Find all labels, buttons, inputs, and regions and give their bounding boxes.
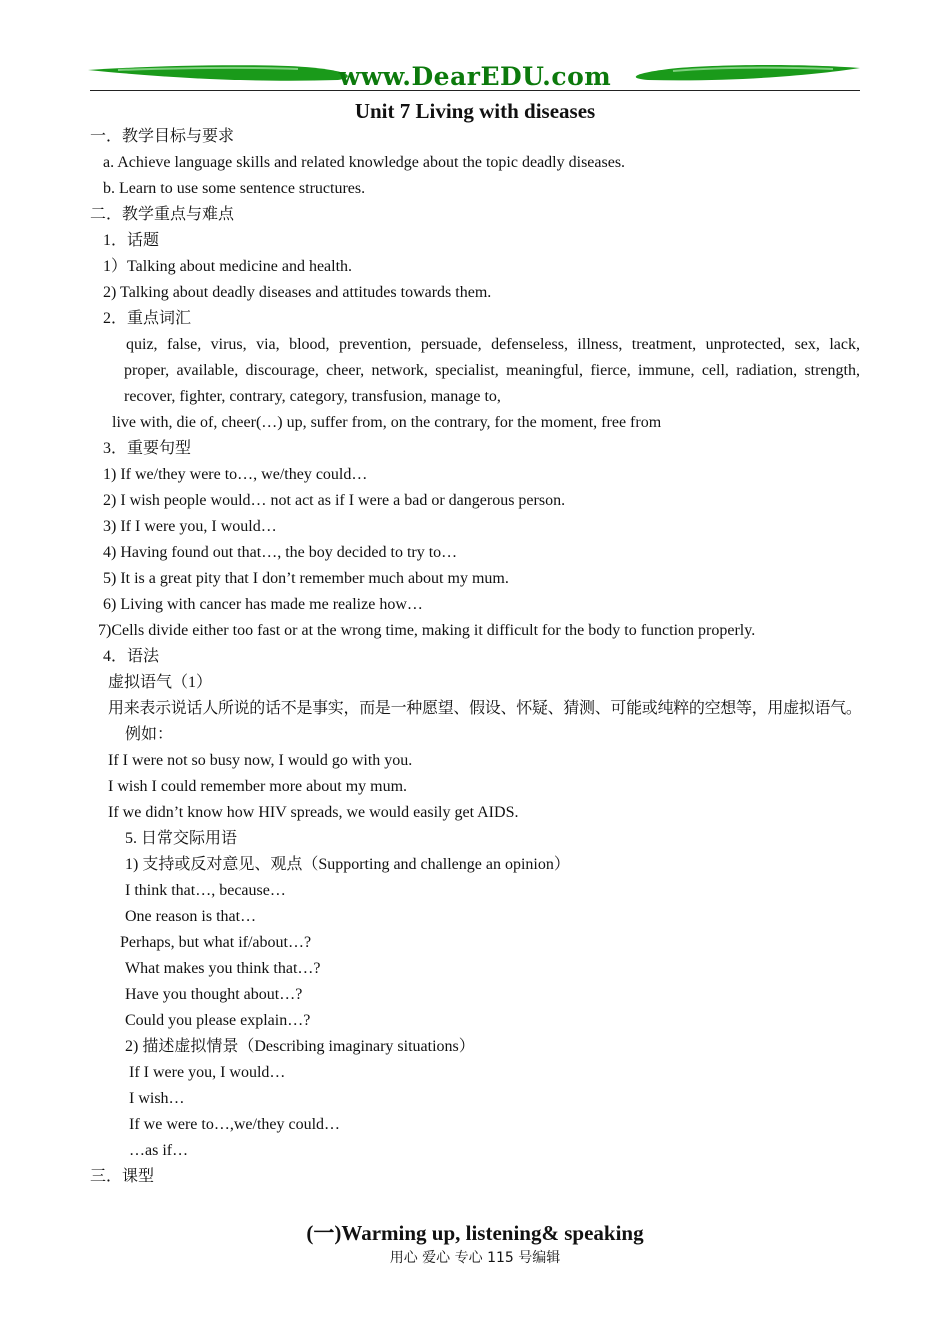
lesson-title: (一)Warming up, listening& speaking bbox=[306, 1221, 644, 1245]
expression-item: One reason is that… bbox=[125, 908, 257, 925]
expression-item: Perhaps, but what if/about…? bbox=[120, 934, 312, 951]
expression-item: If we were to…,we/they could… bbox=[129, 1116, 341, 1133]
page-title: Unit 7 Living with diseases bbox=[354, 99, 596, 123]
expression-item: What makes you think that…? bbox=[125, 960, 321, 977]
expression-item: …as if… bbox=[129, 1142, 189, 1159]
topic-item: 2) Talking about deadly diseases and attitudes towards them. bbox=[103, 284, 492, 301]
sentence-item: 7)Cells divide either too fast or at the wrong time, making it difficult for the body to function properly. bbox=[98, 622, 756, 639]
grammar-heading: 4．语法 bbox=[103, 648, 160, 665]
section2-heading: 二．教学重点与难点 bbox=[90, 206, 235, 223]
grammar-example-label: 例如： bbox=[125, 726, 174, 743]
page-footer: 用心 爱心 专心 115 号编辑 bbox=[389, 1250, 561, 1266]
grammar-example: I wish I could remember more about my mum. bbox=[108, 778, 408, 795]
sentence-item: 6) Living with cancer has made me realize how… bbox=[103, 596, 423, 613]
expression-item: Have you thought about…? bbox=[125, 986, 303, 1003]
expressions-heading: 5. 日常交际用语 bbox=[125, 830, 238, 847]
expression-item: If I were you, I would… bbox=[129, 1064, 286, 1081]
objective-item: a. Achieve language skills and related knowledge about the topic deadly diseases. bbox=[103, 154, 626, 171]
sentence-item: 5) It is a great pity that I don’t remember much about my mum. bbox=[103, 570, 509, 587]
vocab-line: quiz, false, virus, via, blood, prevention, persuade, defenseless, illness, treatment, unprotected, sex, lack, bbox=[126, 336, 860, 353]
section3-heading: 三．课型 bbox=[90, 1168, 155, 1185]
vocab-heading: 2．重点词汇 bbox=[103, 310, 192, 327]
expressions-group2-heading: 2) 描述虚拟情景（Describing imaginary situations） bbox=[125, 1038, 475, 1055]
sentence-item: 1) If we/they were to…, we/they could… bbox=[103, 466, 368, 483]
vocab-phrases: live with, die of, cheer(…) up, suffer from, on the contrary, for the moment, free from bbox=[112, 414, 662, 431]
expression-item: I think that…, because… bbox=[125, 882, 286, 899]
sentence-item: 3) If I were you, I would… bbox=[103, 518, 277, 535]
expressions-group1-heading: 1) 支持或反对意见、观点（Supporting and challenge an opinion） bbox=[125, 856, 570, 873]
site-logo: www.DearEDU.com bbox=[338, 62, 612, 91]
expression-item: I wish… bbox=[129, 1090, 185, 1107]
topic-heading: 1．话题 bbox=[103, 232, 160, 249]
sentences-heading: 3．重要句型 bbox=[103, 440, 192, 457]
section1-heading: 一．教学目标与要求 bbox=[90, 128, 235, 145]
expression-item: Could you please explain…? bbox=[125, 1012, 311, 1029]
grammar-example: If I were not so busy now, I would go with you. bbox=[108, 752, 413, 769]
sentence-item: 4) Having found out that…, the boy decided to try to… bbox=[103, 544, 458, 561]
grammar-example: If we didn’t know how HIV spreads, we would easily get AIDS. bbox=[108, 804, 519, 821]
sentence-item: 2) I wish people would… not act as if I were a bad or dangerous person. bbox=[103, 492, 566, 509]
grammar-subheading: 虚拟语气（1） bbox=[108, 674, 213, 691]
objective-item: b. Learn to use some sentence structures. bbox=[103, 180, 366, 197]
header-rule bbox=[90, 90, 860, 91]
vocab-line: recover, fighter, contrary, category, transfusion, manage to, bbox=[124, 388, 501, 405]
topic-item: 1）Talking about medicine and health. bbox=[103, 258, 353, 275]
vocab-line: proper, available, discourage, cheer, network, specialist, meaningful, fierce, immune, cell, radiation, strength, bbox=[124, 362, 860, 379]
grammar-description: 用来表示说话人所说的话不是事实，而是一种愿望、假设、怀疑、猜测、可能或纯粹的空想等，用虚拟语气。 bbox=[108, 700, 862, 717]
vocab-list bbox=[124, 332, 860, 410]
